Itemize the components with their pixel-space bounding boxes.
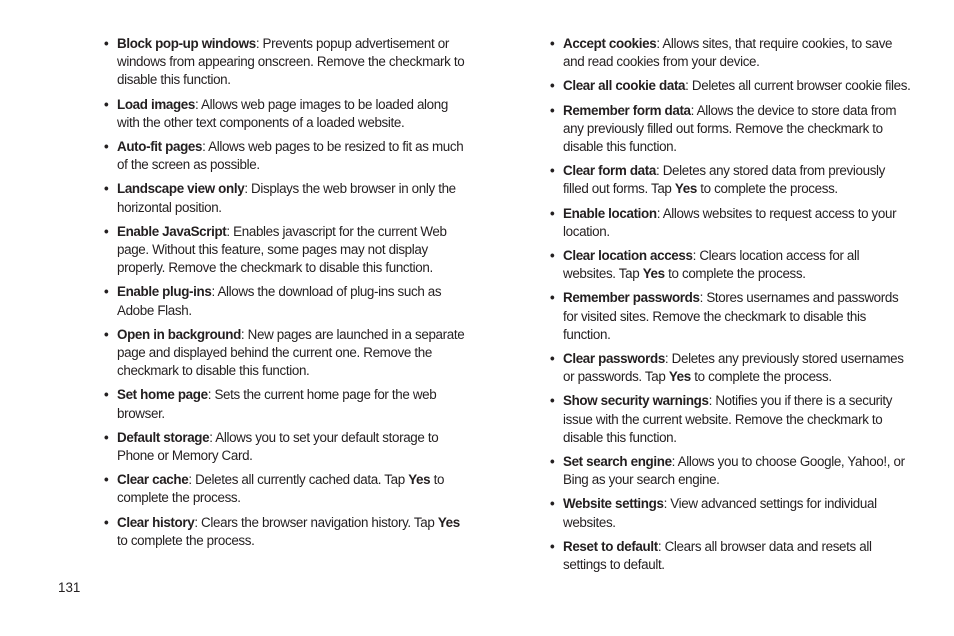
setting-description: : Allows you to choose Google, Yahoo!, or Bing as your search engine. xyxy=(563,454,905,488)
setting-description: : Allows the download of plug-ins such as Adobe Flash. xyxy=(117,284,442,318)
bullet-item xyxy=(104,514,466,550)
bullet-item xyxy=(550,162,912,198)
bullet-icon: • xyxy=(550,102,555,118)
bullet-item xyxy=(104,386,466,422)
bullet-item xyxy=(104,429,466,465)
setting-description: to complete the process. xyxy=(117,472,445,506)
setting-term: Remember passwords xyxy=(563,290,700,306)
setting-description: : Deletes any stored data from previously filled out forms. Tap xyxy=(563,163,886,197)
setting-term: Remember form data xyxy=(563,102,691,118)
setting-term: Accept cookies xyxy=(563,36,657,51)
setting-description: : Allows websites to request access to your location. xyxy=(563,205,897,239)
bullet-item xyxy=(104,35,466,90)
setting-term: Set home page xyxy=(117,387,208,403)
setting-description: : Allows web pages to be resized to fit as much of the screen as possible. xyxy=(117,139,464,173)
keyword-yes: Yes xyxy=(668,369,691,385)
bullet-item xyxy=(104,326,466,381)
bullet-icon: • xyxy=(104,223,109,239)
bullet-item xyxy=(550,538,912,574)
setting-description: : New pages are launched in a separate page and displayed behind the current one. Remove the checkmark to disable this function. xyxy=(117,326,465,379)
bullet-item xyxy=(104,283,466,319)
setting-description: to complete the process. xyxy=(696,181,838,197)
setting-description: : Stores usernames and passwords for visited sites. Remove the checkmark to disable this function. xyxy=(563,290,899,342)
bullet-icon: • xyxy=(550,538,555,554)
setting-term: Set search engine xyxy=(563,454,672,470)
setting-description: : View advanced settings for individual websites. xyxy=(563,496,877,530)
setting-description: : Enables javascript for the current Web page. Without this feature, some pages may not display properly. Remove the checkmark to disable this function. xyxy=(117,223,447,276)
setting-term: Clear cache xyxy=(117,472,189,488)
keyword-yes: Yes xyxy=(408,472,431,488)
setting-description: : Allows sites, that require cookies, to save and read cookies from your device. xyxy=(563,36,893,70)
setting-term: Load images xyxy=(117,96,196,112)
setting-term: Enable JavaScript xyxy=(117,223,227,239)
bullet-item xyxy=(550,495,912,531)
bullet-icon: • xyxy=(550,290,555,306)
right-column xyxy=(550,35,912,580)
setting-term: Enable plug-ins xyxy=(117,284,212,300)
setting-description: to complete the process. xyxy=(664,266,806,282)
setting-description: : Notifies you if there is a security issue with the current website. Remove the checkmark to disable this function. xyxy=(563,393,893,445)
setting-description: to complete the process. xyxy=(117,532,255,548)
bullet-item xyxy=(550,453,912,489)
setting-term: Clear passwords xyxy=(563,351,665,367)
bullet-icon: • xyxy=(550,78,555,94)
bullet-item xyxy=(104,180,466,216)
bullet-icon: • xyxy=(104,429,109,445)
bullet-icon: • xyxy=(550,393,555,409)
setting-description: : Allows you to set your default storage to Phone or Memory Card. xyxy=(117,429,439,464)
bullet-icon: • xyxy=(104,387,109,403)
setting-description: : Allows web page images to be loaded along with the other text components of a loaded website. xyxy=(117,96,448,130)
setting-term: Default storage xyxy=(117,429,210,445)
setting-description: : Allows the device to store data from any previously filled out forms. Remove the checkmark to disable this function. xyxy=(563,102,897,155)
bullet-item xyxy=(550,35,912,71)
bullet-icon: • xyxy=(104,181,109,197)
bullet-item xyxy=(104,471,466,507)
bullet-icon: • xyxy=(550,351,555,367)
bullet-item xyxy=(104,138,466,174)
bullet-item xyxy=(550,247,912,283)
setting-term: Clear form data xyxy=(563,163,656,179)
setting-description: : Sets the current home page for the web browser. xyxy=(117,387,437,421)
left-column xyxy=(104,35,466,556)
bullet-item xyxy=(550,77,912,95)
bullet-item xyxy=(550,392,912,447)
bullet-icon: • xyxy=(550,454,555,470)
keyword-yes: Yes xyxy=(437,514,460,530)
setting-term: Show security warnings xyxy=(563,393,709,409)
setting-term: Open in background xyxy=(117,326,241,342)
bullet-icon: • xyxy=(550,36,555,51)
setting-description: : Deletes all currently cached data. Tap xyxy=(188,472,409,488)
setting-term: Enable location xyxy=(563,205,657,221)
keyword-yes: Yes xyxy=(642,266,665,282)
bullet-item xyxy=(550,205,912,241)
bullet-icon: • xyxy=(550,496,555,512)
setting-term: Website settings xyxy=(563,496,664,512)
keyword-yes: Yes xyxy=(674,181,697,197)
bullet-icon: • xyxy=(104,284,109,300)
setting-term: Clear all cookie data xyxy=(563,78,686,94)
setting-description: : Deletes all current browser cookie files. xyxy=(685,78,911,94)
bullet-item xyxy=(104,96,466,132)
bullet-item xyxy=(550,350,912,386)
bullet-item xyxy=(550,289,912,344)
bullet-item xyxy=(104,223,466,278)
setting-description: : Deletes any previously stored usernames or passwords. Tap xyxy=(563,351,904,385)
page-number: 131 xyxy=(58,580,81,595)
setting-description: : Clears all browser data and resets all settings to default. xyxy=(563,538,872,573)
setting-term: Clear location access xyxy=(563,248,693,264)
setting-term: Auto-fit pages xyxy=(117,139,203,155)
setting-description: : Clears location access for all websites. Tap xyxy=(563,248,860,282)
bullet-item xyxy=(550,102,912,157)
bullet-icon: • xyxy=(550,163,555,179)
setting-description: : Prevents popup advertisement or windows from appearing onscreen. Remove the checkmark to disable this function. xyxy=(117,36,465,88)
bullet-icon: • xyxy=(104,514,109,530)
bullet-icon: • xyxy=(104,36,109,51)
setting-term: Landscape view only xyxy=(117,181,245,197)
setting-term: Block pop-up windows xyxy=(117,36,256,51)
setting-term: Reset to default xyxy=(563,538,658,554)
setting-description: : Displays the web browser in only the horizontal position. xyxy=(117,181,456,215)
bullet-icon: • xyxy=(104,472,109,488)
setting-description: : Clears the browser navigation history. Tap xyxy=(194,514,438,530)
bullet-icon: • xyxy=(104,96,109,112)
setting-term: Clear history xyxy=(117,514,195,530)
setting-description: to complete the process. xyxy=(690,369,832,385)
bullet-icon: • xyxy=(104,326,109,342)
bullet-icon: • xyxy=(104,139,109,155)
bullet-icon: • xyxy=(550,248,555,264)
bullet-icon: • xyxy=(550,205,555,221)
